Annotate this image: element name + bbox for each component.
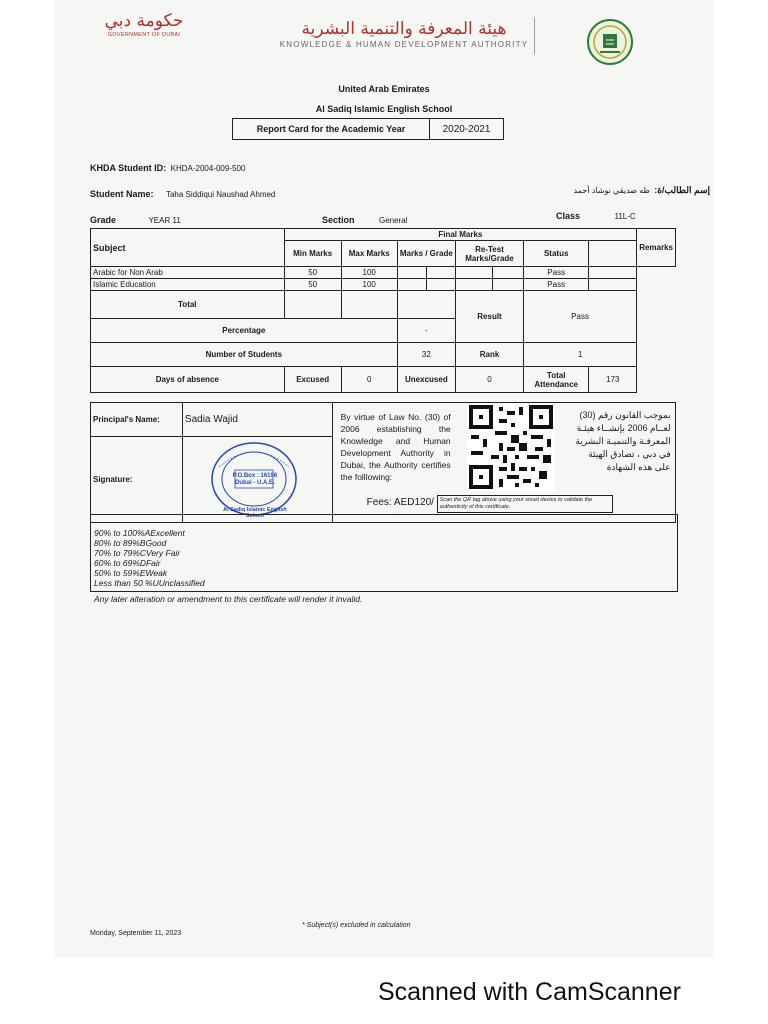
student-name-arabic-row [510,180,710,198]
stamp-text [229,473,281,487]
fees-dash: - [396,509,400,519]
qr-note: Scan the QR tag above using your smart device to validate the authenticity of this certificate. [437,495,613,513]
certification-cell [332,403,675,523]
percentage-value: - [397,319,455,343]
excused-label: Excused [284,367,341,393]
class-row [556,206,636,224]
section-value: General [378,216,408,225]
status-cell: Pass [523,267,589,279]
max-marks-header: Max Marks [341,241,397,267]
camscanner-watermark: Scanned with CamScanner [378,978,681,1006]
stamp-box: P.O.Box : 16196 [232,473,278,479]
report-title-box [232,118,504,140]
student-name-arabic-value: طه صديقي نوشاد أحمد [573,186,650,195]
list-item: 80% to 89%BGood [94,538,167,548]
unexcused-value: 0 [456,367,524,393]
attendance-label: Total Attendance [523,367,589,393]
report-title: Report Card for the Academic Year [233,119,430,139]
law-text-arabic: بموجب القانون رقم (30) لعــام 2006 بإنشــاء هيئـة المعرفـة والتنميـة البشرية في دبي ، تصادق الهيئة على هذه الشهادة [575,410,671,472]
academic-year: 2020-2021 [442,123,491,135]
attendance-value: 173 [589,367,637,393]
remarks-header: Remarks [637,229,676,267]
stamp-school: Al Sadiq Islamic English School [223,507,287,519]
retest-header: Re-Test Marks/Grade [456,241,524,267]
stamp-city: Dubai - U.A.E. [235,480,275,486]
student-id-row [90,158,245,176]
government-of-dubai-logo [94,10,194,38]
subject-cell: Arabic for Non Arab [91,267,285,279]
max-cell: 100 [341,267,397,279]
total-label: Total [91,291,285,319]
print-date: Monday, September 11, 2023 [90,930,182,937]
final-marks-header: Final Marks [284,229,637,241]
result-label: Result [456,291,524,343]
principal-value: Sadia Wajid [182,403,332,437]
list-item: 60% to 69%DFair [94,558,161,568]
header-divider [534,18,535,54]
marks-table [90,228,676,393]
subject-header: Subject [91,229,285,267]
student-name-value: Taha Siddiqui Naushad Ahmed [165,190,276,199]
signature-cell [182,437,332,523]
khda-logo [264,18,544,49]
list-item: 90% to 100%AExcellent [94,528,185,538]
school-heading: Al Sadiq Islamic English School [315,104,453,114]
gov-english-logotype: GOVERNMENT OF DUBAI [107,32,181,38]
khda-arabic-logotype: هيئة المعرفة والتنمية البشرية [301,19,507,39]
excused-value: 0 [341,367,397,393]
students-label: Number of Students [91,343,398,367]
khda-english-logotype: KNOWLEDGE & HUMAN DEVELOPMENT AUTHORITY [279,40,529,49]
result-value: Pass [523,291,636,343]
student-name-label: Student Name: [90,189,154,199]
grade-row [90,210,181,228]
student-id-value: KHDA-2004-009-500 [170,164,246,173]
excluded-note: * Subject(s) excluded in calculation [302,922,411,929]
absence-label: Days of absence [91,367,285,393]
unexcused-label: Unexcused [397,367,455,393]
student-name-arabic-label: إسم الطالب/ة: [654,185,710,195]
grade-label: Grade [90,215,117,225]
table-row [91,279,676,291]
min-cell: 50 [284,267,341,279]
section-label: Section [322,215,355,225]
marks-grade-header: Marks / Grade [397,241,455,267]
principal-label: Principal's Name: [91,403,183,437]
min-cell: 50 [284,279,341,291]
min-marks-header: Min Marks [284,241,341,267]
rank-value: 1 [523,343,636,367]
invalid-note: Any later alteration or amendment to this certificate will render it invalid. [94,594,363,604]
signature-label: Signature: [91,437,183,523]
students-value: 32 [397,343,455,367]
status-cell: Pass [523,279,589,291]
law-text: By virtue of Law No. (30) of 2006 establishing the Knowledge and Human Development Authority in Dubai, the Authority certifies the folllowing: [340,412,451,482]
list-item: 70% to 79%CVery Fair [94,548,181,558]
status-header: Status [523,241,589,267]
student-name-row [90,184,275,202]
gov-arabic-logotype: حكومة دبي [104,11,184,31]
country-heading: United Arab Emirates [338,84,430,94]
max-cell: 100 [341,279,397,291]
list-item: Less than 50 %UUnclassified [94,578,205,588]
class-value: 11L-C [614,212,636,221]
qr-code-icon [467,403,555,491]
table-row [91,267,676,279]
percentage-label: Percentage [91,319,398,343]
class-label: Class [556,211,581,221]
fees-value: Fees: AED120/ [366,497,434,508]
subject-cell: Islamic Education [91,279,285,291]
rank-label: Rank [456,343,524,367]
grade-scale [94,528,205,588]
school-logo-icon [586,18,634,66]
section-row [322,210,407,228]
student-id-label: KHDA Student ID: [90,163,167,173]
report-card-page [54,0,714,958]
grade-value: YEAR 11 [148,216,181,225]
list-item: 50% to 59%EWeak [94,568,168,578]
signoff-table [90,402,676,523]
